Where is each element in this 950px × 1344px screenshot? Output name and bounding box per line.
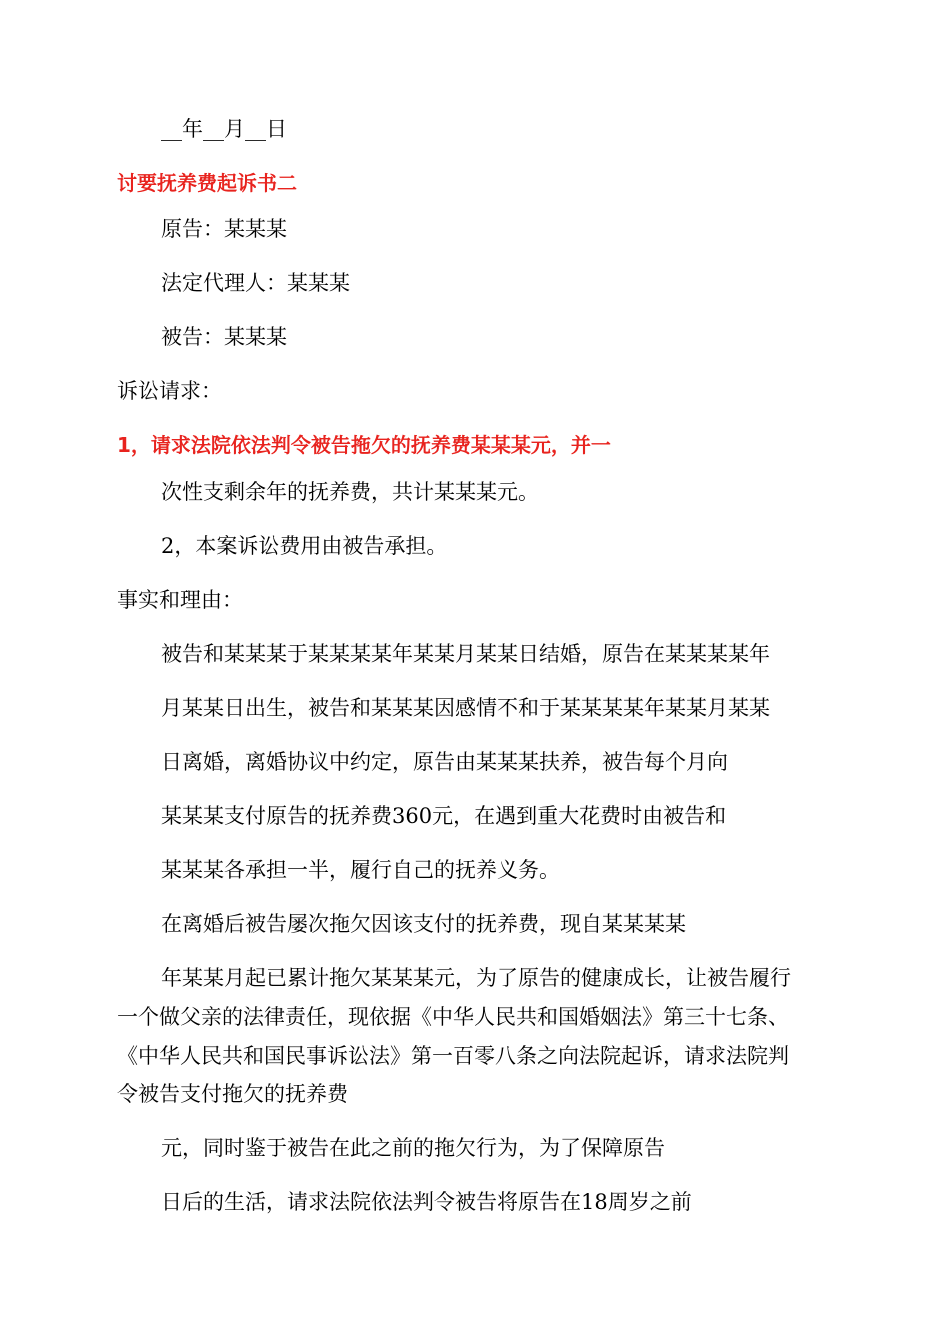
- facts-paragraph-3-line-2: 一个做父亲的法律责任，现依据《中华人民共和国婚姻法》第三十七条、: [117, 1005, 789, 1029]
- facts-paragraph-1-line-1: 被告和某某某于某某某某年某某月某某日结婚，原告在某某某某年: [161, 642, 770, 666]
- plaintiff-line: 原告：某某某: [161, 217, 287, 241]
- claim-item-1-heading: 1，请求法院依法判令被告拖欠的抚养费某某某元，并一: [117, 433, 611, 457]
- facts-paragraph-3-line-1: 年某某月起已累计拖欠某某某元，为了原告的健康成长，让被告履行: [161, 966, 791, 990]
- facts-paragraph-5: 日后的生活，请求法院依法判令被告将原告在18周岁之前: [161, 1190, 692, 1214]
- facts-paragraph-3-line-4: 令被告支付拖欠的抚养费: [117, 1082, 348, 1106]
- legal-agent-line: 法定代理人：某某某: [161, 271, 350, 295]
- document-title: 讨要抚养费起诉书二: [117, 171, 297, 195]
- facts-paragraph-1-line-2: 月某某日出生，被告和某某某因感情不和于某某某某年某某月某某: [161, 696, 770, 720]
- defendant-line: 被告：某某某: [161, 325, 287, 349]
- facts-paragraph-4: 元，同时鉴于被告在此之前的拖欠行为，为了保障原告: [161, 1136, 665, 1160]
- facts-paragraph-2: 在离婚后被告屡次拖欠因该支付的抚养费，现自某某某某: [161, 912, 686, 936]
- claims-label: 诉讼请求：: [117, 379, 222, 403]
- facts-paragraph-1-line-3: 日离婚，离婚协议中约定，原告由某某某扶养，被告每个月向: [161, 750, 728, 774]
- claim-item-2: 2，本案诉讼费用由被告承担。: [161, 534, 448, 558]
- date-line: __年__月__日: [161, 117, 287, 141]
- claim-item-1-continued: 次性支剩余年的抚养费，共计某某某元。: [161, 480, 539, 504]
- facts-paragraph-3-line-3: 《中华人民共和国民事诉讼法》第一百零八条之向法院起诉，请求法院判: [117, 1044, 789, 1068]
- facts-paragraph-1-line-4: 某某某支付原告的抚养费360元，在遇到重大花费时由被告和: [161, 804, 727, 828]
- facts-label: 事实和理由：: [117, 588, 243, 612]
- facts-paragraph-1-line-5: 某某某各承担一半，履行自己的抚养义务。: [161, 858, 560, 882]
